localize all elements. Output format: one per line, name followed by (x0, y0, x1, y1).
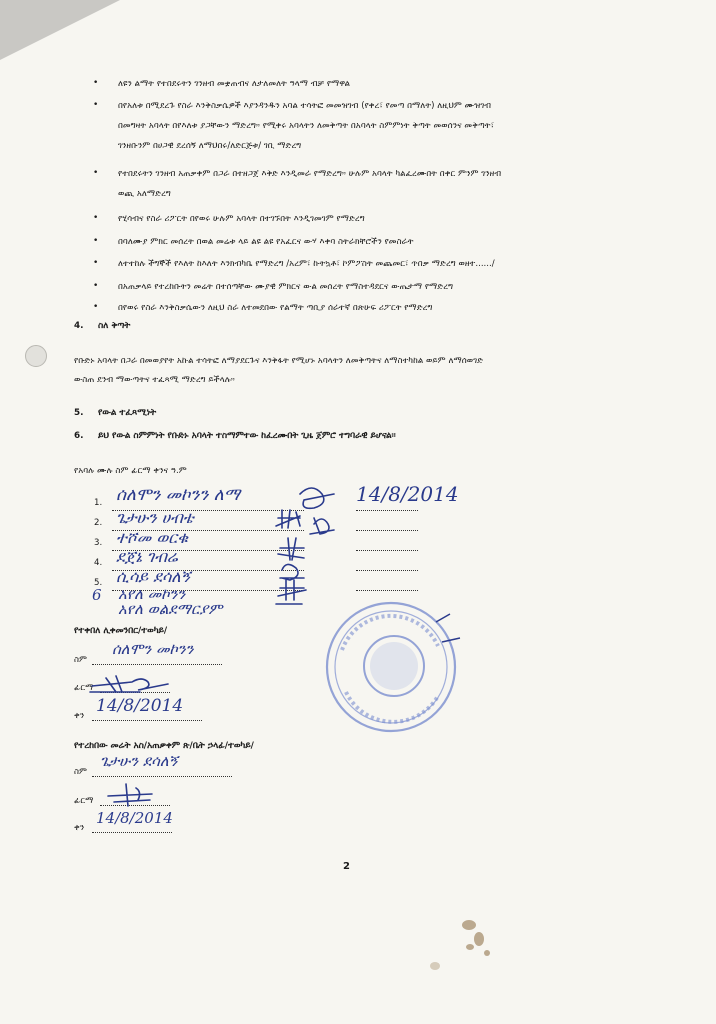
receiver-heading: የተቀበለ ሊቀመንበር/ተወካይ/ (74, 626, 168, 636)
signature-4 (278, 538, 304, 560)
bullet: • (93, 302, 99, 312)
bullet: • (93, 236, 99, 246)
date-line (356, 590, 418, 591)
receiver-name-label: ስም (74, 655, 88, 665)
member-name-3: ተሾመ ወርቁ (116, 528, 188, 547)
folded-corner (0, 0, 120, 60)
section-4-title: ስለ ቅጣት (98, 321, 131, 331)
bullet-text-5: በባለሙያ ምክር መሰረት በወል መሬቱ ላይ ልዩ ልዩ የአፈርና ውሃ እቀባ ስትራክቸሮችን የመስራት (118, 237, 414, 247)
signature-6 (276, 580, 306, 604)
paper-stain (466, 944, 474, 950)
giver-signature (100, 780, 170, 810)
member-number-6: 6 (92, 586, 102, 604)
receiver-date-label: ቀን (74, 711, 85, 721)
giver-date: 14/8/2014 (96, 809, 173, 827)
section-4-number: 4. (74, 321, 84, 331)
member-name-5: ሲሳይ ደሳለኝ (116, 567, 191, 586)
bullet: • (93, 100, 99, 110)
bullet-text-2: በየአለቱ በሚደረጉ የስራ እንቅስቃሴዎች እያንዳንዱን አባል ተሳትፎ መመዝገብ (የቀረ፣ የመጣ በማለት) ለዚህም ሙዝገብ በመግዛት አባላት በየእለቱ ያጋቸውን ማድረግ። የሚቀሩ አባላትን ለመቅጣት በአባላት ስምምነት ቅጣት መወሰንና መቅጣት፣ ገንዘቡንም በሀጋዊ ደረሰኝ ለማህበሩ/ለድርጅቱ/ ገቢ ማድረግ (118, 101, 495, 151)
member-number-4: 4. (94, 558, 103, 568)
receiver-date-line (92, 720, 202, 721)
section-5-title: የውል ተፈጻሚነት (98, 408, 157, 418)
section-6-text: ይህ የውል ስምምነት የቡድኑ አባላት ተስማምተው ከፈረሙበት ጊዜ ጀምሮ ተግባራዊ ይሆናል። (98, 431, 396, 441)
date-line (356, 530, 418, 531)
paper-stain (484, 950, 490, 956)
signature-1 (300, 488, 334, 508)
member-name-6: አየለ መኮንን (118, 585, 186, 603)
receiver-name: ሰለሞን መኮንን (112, 640, 194, 658)
member-date-1: 14/8/2014 (356, 482, 459, 506)
giver-signature-label: ፊርማ (74, 796, 94, 806)
receiver-date: 14/8/2014 (96, 696, 184, 716)
date-line (356, 550, 418, 551)
giver-date-label: ቀን (74, 823, 85, 833)
signature-5 (280, 564, 304, 580)
bullet: • (93, 78, 99, 88)
giver-name-label: ስም (74, 767, 88, 777)
punch-hole (25, 345, 47, 367)
members-heading: የአባሉ ሙሉ ስም ፊርማ ቀንና ዓ.ም (74, 466, 187, 476)
bullet-text-3: የተበደሩትን ገንዘብ አጠቃቀም በጋራ በተዘጋጀ እቅድ እንዲመራ የማድረግ። ሁሉም አባላት ካልፈረሙበት በቀር ምንም ገንዘብ ወጪ አለማድረግ (118, 169, 502, 199)
bullet-text-1: ለዩን ልማት የተበደሩትን ገንዘብ መቋጠብና ለታለመለት ዓላማ ብቻ የማዋል (118, 79, 351, 89)
giver-heading: የተረከበው መሬት አስ/አጠቃቀም ጽ/ቤት ኃላፊ/ተወካይ/ (74, 741, 254, 751)
date-line (356, 510, 418, 511)
giver-name: ጌታሁን ደሳለኝ (100, 752, 178, 770)
bullet-text-4: የሂሳብና የስራ ሪፖርት በየወሩ ሁሉም አባላት በተገኙበት እንዲገመገም የማድረግ (118, 214, 365, 224)
member-name-4: ደጀኔ ገብሬ (116, 547, 178, 566)
bullet-text-6: ለተተከሉ ችግኞች የእለት ከእለት እንክብካቤ የማድረግ /አረም፣ ኩትኳቶ፣ ኮምፖስት መጨመር፣ ጥበቃ ማድረግ ወዘተ....../ (118, 259, 495, 269)
bullet-text-8: በየወሩ የስራ እንቅስቃሴውን ለዚህ ስራ ለተመደበው የልማት ጣቢያ ሰራተኛ በጽሁፍ ሪፖርት የማድረግ (118, 303, 433, 313)
date-line (356, 570, 418, 571)
member-name-2: ጌታሁን ሀብቴ (116, 508, 194, 527)
receiver-signature-label: ፊርማ (74, 683, 94, 693)
member-number-2: 2. (94, 518, 103, 528)
signature-3 (310, 518, 334, 534)
bullet: • (93, 258, 99, 268)
bullet-text-7: በአጠቃላይ የተረከቡትን መሬት በተሰጣቸው ሙያዊ ምክርና ውል መሰረት የማስተዳደርና ውጤታማ የማድረግ (118, 282, 454, 292)
member-number-1: 1. (94, 498, 103, 508)
official-stamp (316, 592, 466, 742)
section-4-paragraph: የቡድኑ አባላት በጋራ በመወያየት አኩል ተሳትፎ ለማያደርጉና እንቅፋት የሚሆኑ አባላትን ለመቅጣትና ለማስተካከል ወይም ለማሰወገድ ውስጠ ደንብ ማውጣትና ተፈጻሚ ማድረግ ይችላሉ። (74, 356, 484, 385)
section-6-number: 6. (74, 431, 84, 441)
bullet: • (93, 213, 99, 223)
giver-name-line (92, 776, 232, 777)
receiver-signature (86, 668, 176, 698)
page-number: 2 (343, 861, 350, 872)
giver-date-line (92, 832, 172, 833)
member-number-5: 5. (94, 578, 103, 588)
bullet: • (93, 168, 99, 178)
paper-stain (462, 920, 476, 930)
member-number-3: 3. (94, 538, 103, 548)
receiver-name-line (92, 664, 222, 665)
bullet: • (93, 281, 99, 291)
paper-stain (430, 962, 440, 970)
member-name-7: አየለ ወልደማርያም (118, 600, 223, 618)
member-name-1: ሰለሞን መኮንን ለማ (116, 485, 241, 505)
section-5-number: 5. (74, 408, 84, 418)
signature-2 (276, 510, 300, 528)
paper-stain (474, 932, 484, 946)
